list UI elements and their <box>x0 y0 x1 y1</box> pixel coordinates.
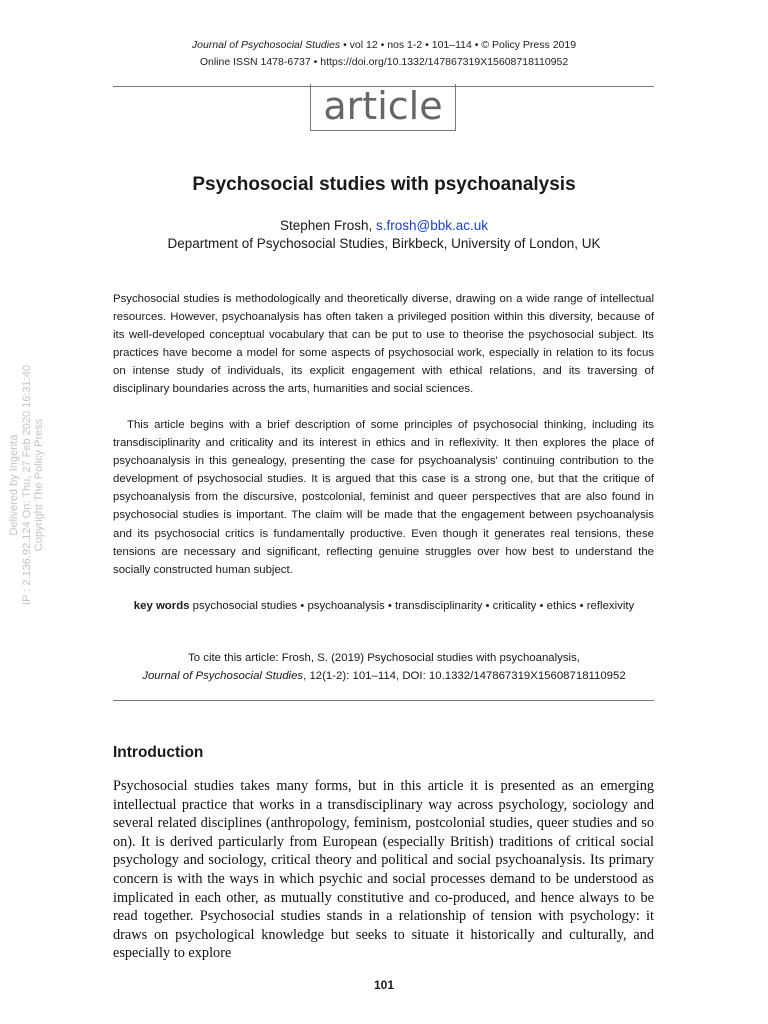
section-heading-introduction: Introduction <box>113 744 204 761</box>
issn-doi-line: Online ISSN 1478-6737 • https://doi.org/10.1332/147867319X15608718110952 <box>199 56 569 68</box>
citation-divider <box>113 700 654 701</box>
journal-name: Journal of Psychosocial Studies <box>191 39 341 51</box>
citation-journal: Journal of Psychosocial Studies <box>142 670 304 682</box>
citation-details: , 12(1-2): 101–114, DOI: 10.1332/147867319X15608718110952 <box>303 670 626 682</box>
article-type-badge: article <box>310 84 456 131</box>
paper-title: Psychosocial studies with psychoanalysis <box>192 174 576 195</box>
author-affiliation: Department of Psychosocial Studies, Birkbeck, University of London, UK <box>167 236 601 251</box>
citation-line-1: To cite this article: Frosh, S. (2019) Psychosocial studies with psychoanalysis, <box>188 652 580 664</box>
author-name: Stephen Frosh, <box>279 218 377 233</box>
delivery-watermark <box>8 355 68 615</box>
journal-header-line <box>0 39 768 51</box>
introduction-body-text: Psychosocial studies takes many forms, but in this article it is presented as an emerging intellectual practice that works in a transdisciplinary way across psychology, sociology and several related disciplines (anthropology, feminism, postcolonial studies, queer studies and so on). It is derived particularly from European (especially British) traditions of critical social psychology and sociology, critical theory and political and social psychoanalysis. Its primary concern is with the ways in which psychic and social processes demand to be understood as implicated in each other, as mutually constitutive and co-produced, and hence always to be read together. Psychosocial studies stands in a relationship of tension with psychology: it draws on psychological knowledge but seeks to situate it historically and culturally, and especially to explore <box>113 778 654 962</box>
author-email-link[interactable]: s.frosh@bbk.ac.uk <box>376 218 489 233</box>
author-line <box>0 218 768 233</box>
keywords-list: psychosocial studies • psychoanalysis • transdisciplinarity • criticality • ethics • reflexivity <box>189 600 635 612</box>
watermark-line-2: IP : 2.136.92.124 On: Thu, 27 Feb 2020 16:31:40 <box>20 365 33 605</box>
watermark-line-3: Copyright The Policy Press <box>33 418 45 552</box>
citation-line-2 <box>0 670 768 682</box>
page-number: 101 <box>373 978 395 992</box>
abstract-paragraph-1: Psychosocial studies is methodologically and theoretically diverse, drawing on a wide range of intellectual resources. However, psychoanalysis has often taken a privileged position within this diversity, because of its well-developed conceptual vocabulary that can be put to use to theorise the psychosocial subject. Its practices have become a model for some aspects of psychosocial work, especially in relation to its focus on intense study of individuals, its explicit engagement with ethical relations, and its traversing of disciplinary boundaries across the arts, humanities and social sciences. <box>113 293 654 396</box>
abstract-paragraph-2: This article begins with a brief description of some principles of psychosocial thinking, including its transdisciplinarity and criticality and its interest in ethics and in reflexivity. It then explores the place of psychoanalysis in this genealogy, presenting the case for psychoanalysis' continuing contribution to the development of psychosocial studies. It is argued that this case is a strong one, but that the critique of psychoanalysis from the discursive, postcolonial, feminist and queer perspectives that are also found in psychosocial studies is important. The claim will be made that the engagement between psychoanalysis and its psychosocial critics is fundamentally productive. Even though it generates real tensions, these tensions are necessary and significant, reflecting genuine struggles over how best to understand the socially constructed human subject. <box>113 419 654 576</box>
watermark-line-1: Delivered by Ingenta <box>8 434 20 536</box>
journal-volume-info: • vol 12 • nos 1-2 • 101–114 • © Policy Press 2019 <box>340 39 577 51</box>
keywords <box>130 598 638 616</box>
keywords-label: key words <box>133 600 190 612</box>
